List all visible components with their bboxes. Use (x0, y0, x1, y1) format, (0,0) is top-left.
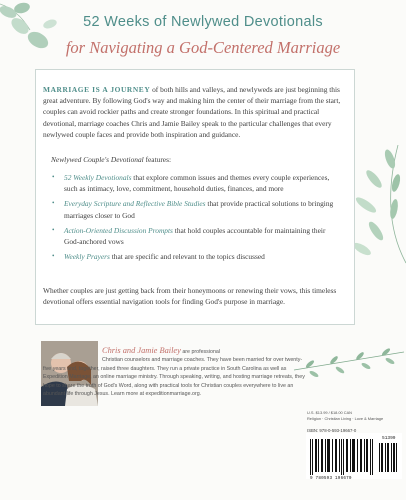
features-suffix: features: (143, 155, 172, 164)
barcode-price-code: 51399 (382, 436, 396, 441)
leaf-sprig-lower-right (292, 340, 406, 390)
cover-header (26, 6, 380, 68)
list-item (52, 198, 334, 220)
bullet-icon: • (52, 252, 55, 261)
category-line: Religion · Christian Living · Love & Marriage (307, 416, 384, 421)
isbn-label: ISBN: 978-0-593-19667-0 (307, 428, 357, 433)
features-list (52, 172, 334, 266)
intro-lead: MARRIAGE IS A JOURNEY (43, 85, 151, 94)
author-bio (43, 347, 305, 398)
features-book-title: Newlywed Couple's Devotional (51, 155, 144, 164)
bullet-text: that are specific and relevant to the topics discussed (109, 252, 265, 262)
header-script-line: for Navigating a God-Centered Marriage (65, 38, 341, 57)
bio-text: Christian counselors and marriage coaches. They have been married for over twenty-five years and, together, raised three daughters. They run a private practice in South Carolina as well as Expedition Marriage, an online marriage ministry. Through speaking, writing, and hosting marriage retreats, they hope to share the truth of God's Word, along with practical tools for Christian couples everywhere to live an abundant life through Jesus. Learn more at expeditionmarriage.org. (43, 357, 305, 398)
list-item (52, 172, 334, 194)
bullet-highlight: Everyday Scripture and Reflective Bible Studies (64, 199, 206, 209)
olive-branch-right (350, 145, 406, 265)
barcode-number: 9 780593 196670 (310, 476, 352, 481)
price-category-block (307, 410, 403, 422)
bullet-highlight: 52 Weekly Devotionals (64, 173, 132, 182)
bullet-icon: • (52, 173, 55, 181)
price-line: U.S. $13.99 / $18.00 CAN (307, 410, 352, 415)
intro-body: of both hills and valleys, and newlyweds are just beginning this great adventure. By following God's way and making him the center of their marriage from the start, couples can avoid rockier paths and create stronger foundations. In this spiritual and practical devotional, marriage coaches Chris and Jamie Bailey speak to the particular challenges that every newlywed couple faces and provide both inspiration and guidance. (43, 85, 341, 139)
intro-paragraph (43, 84, 351, 140)
list-item (52, 251, 334, 262)
bullet-highlight: Weekly Prayers (64, 252, 110, 262)
bullet-text: that explore common issues and themes every couple experiences, such as intimacy, love, commitment, household duties, finances, and more (64, 173, 330, 194)
author-names: Chris and Jamie Bailey (102, 346, 181, 355)
bullet-icon: • (52, 199, 55, 208)
closing-paragraph: Whether couples are just getting back from their honeymoons or renewing their vows, this timeless devotional offers essential navigation tools for finding God's purpose in marriage. (43, 286, 337, 307)
features-intro (51, 155, 351, 164)
bullet-text: that provide practical solutions to bringing marriages closer to God (64, 199, 334, 220)
bullet-icon: • (52, 225, 55, 234)
bullet-highlight: Action-Oriented Discussion Prompts (64, 225, 173, 235)
bullet-text: that hold couples accountable for maintaining their God-anchored vows (64, 225, 326, 247)
list-item (52, 225, 334, 247)
header-top-line: 52 Weeks of Newlywed Devotionals (83, 14, 323, 30)
bio-line1: are professional (180, 349, 221, 355)
